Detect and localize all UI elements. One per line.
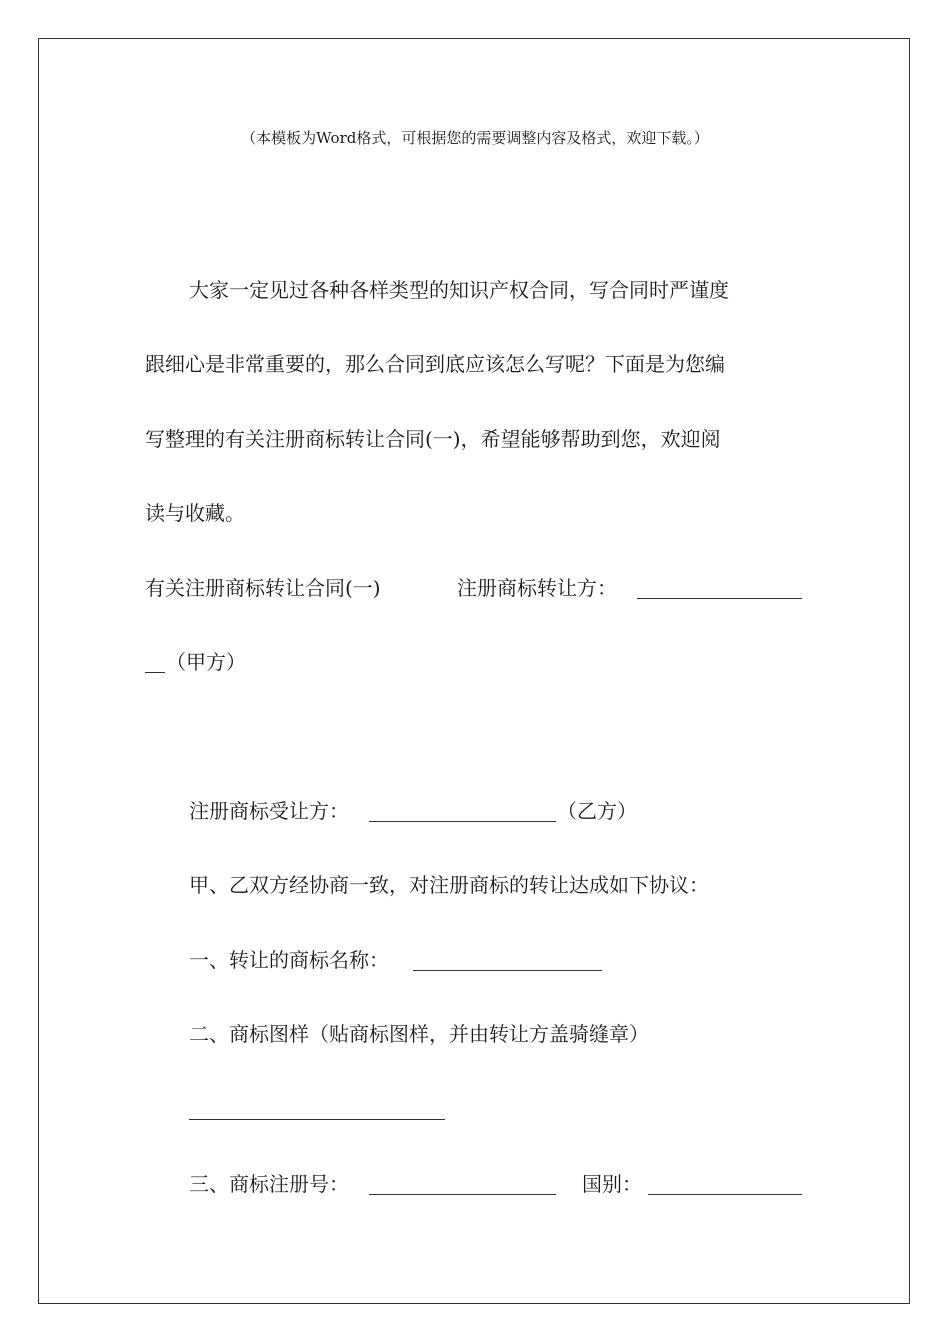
trademark-image-blank[interactable] (189, 1119, 445, 1120)
transferor-blank[interactable] (637, 598, 802, 599)
transferee-label: 注册商标受让方： (189, 799, 349, 823)
transferee-blank[interactable] (369, 821, 556, 822)
country-label: 国别： (582, 1172, 642, 1196)
trademark-name-blank[interactable] (413, 970, 602, 971)
intro-line-3: 写整理的有关注册商标转让合同(一)，希望能够帮助到您，欢迎阅 (145, 427, 721, 451)
transferor-blank-cont[interactable] (145, 672, 165, 673)
intro-line-2: 跟细心是非常重要的，那么合同到底应该怎么写呢？下面是为您编 (145, 352, 725, 376)
agreement-sentence: 甲、乙双方经协商一致，对注册商标的转让达成如下协议： (189, 873, 709, 897)
item-3-label: 三、商标注册号： (189, 1172, 349, 1196)
country-blank[interactable] (648, 1194, 802, 1195)
item-2-label: 二、商标图样（贴商标图样，并由转让方盖骑缝章） (189, 1022, 649, 1046)
transferor-label: 注册商标转让方： (457, 576, 617, 600)
template-note: （本模板为Word格式，可根据您的需要调整内容及格式，欢迎下载。） (241, 129, 709, 147)
item-1-label: 一、转让的商标名称： (189, 948, 389, 972)
registration-number-blank[interactable] (369, 1194, 556, 1195)
party-a-label: （甲方） (166, 650, 246, 674)
intro-line-4: 读与收藏。 (145, 501, 245, 525)
intro-line-1: 大家一定见过各种各样类型的知识产权合同，写合同时严谨度 (189, 278, 729, 302)
contract-title: 有关注册商标转让合同(一) (145, 576, 381, 600)
party-b-label: （乙方） (557, 799, 637, 823)
